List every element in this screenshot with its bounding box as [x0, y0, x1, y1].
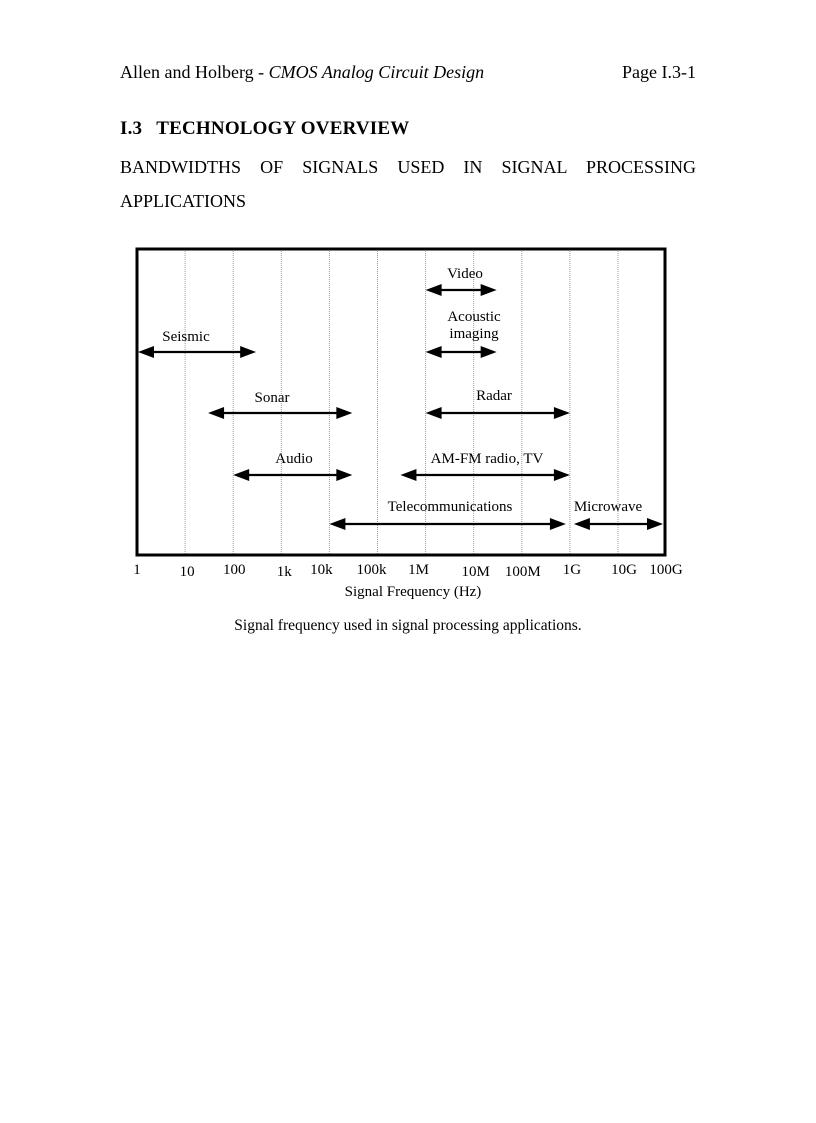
- section-title: TECHNOLOGY OVERVIEW: [156, 118, 410, 139]
- arrowhead-right: [554, 407, 570, 419]
- x-tick-label: 100k: [356, 562, 387, 578]
- x-tick-label: 10: [179, 564, 195, 580]
- header-authors: Allen and Holberg -: [120, 62, 269, 82]
- arrowhead-right: [240, 346, 256, 358]
- range-video: [426, 266, 497, 296]
- range-label: Video: [447, 266, 483, 282]
- range-telecommunications: [329, 499, 566, 530]
- arrowhead-left: [329, 518, 345, 530]
- range-label: Seismic: [162, 329, 210, 345]
- arrowhead-right: [481, 284, 497, 296]
- range-seismic: [138, 329, 256, 358]
- page-header: [120, 62, 696, 86]
- section-heading: [120, 118, 409, 140]
- x-axis-label: Signal Frequency (Hz): [344, 584, 482, 600]
- frequency-chart: [100, 240, 720, 610]
- arrowhead-left: [233, 469, 249, 481]
- x-tick-label: 10k: [310, 562, 333, 578]
- arrowhead-right: [336, 407, 352, 419]
- arrowhead-right: [481, 346, 497, 358]
- range-label: Acoustic: [447, 309, 501, 325]
- x-tick-label: 1G: [562, 562, 582, 578]
- arrowhead-right: [647, 518, 663, 530]
- frequency-chart-svg: [100, 240, 720, 610]
- range-radar: [426, 388, 570, 419]
- range-label: Radar: [476, 388, 512, 404]
- x-tick-label: 10M: [461, 564, 490, 580]
- arrowhead-left: [426, 346, 442, 358]
- x-tick-label: 100: [222, 562, 246, 578]
- header-citation: [120, 62, 484, 83]
- range-arrows: [138, 266, 663, 530]
- arrowhead-left: [208, 407, 224, 419]
- range-label: AM-FM radio, TV: [430, 451, 544, 467]
- x-tick-label: 100M: [504, 564, 541, 580]
- arrowhead-left: [138, 346, 154, 358]
- subtitle-line-2: APPLICATIONS: [120, 191, 247, 211]
- x-tick-label: 100G: [649, 562, 683, 578]
- range-label: Microwave: [573, 499, 643, 515]
- arrowhead-left: [426, 407, 442, 419]
- range-label: Telecommunications: [387, 499, 513, 515]
- arrowhead-left: [574, 518, 590, 530]
- range-label: Sonar: [254, 390, 290, 406]
- arrowhead-right: [336, 469, 352, 481]
- range-label: Audio: [275, 451, 313, 467]
- range-sonar: [208, 390, 352, 419]
- section-number: I.3: [120, 118, 143, 139]
- range-label: imaging: [449, 326, 499, 342]
- x-tick-label: 1: [133, 562, 141, 578]
- range-acoustic-imaging: [426, 309, 501, 358]
- x-tick-labels: [133, 562, 683, 580]
- x-tick-label: 1k: [276, 564, 292, 580]
- x-tick-label: 1M: [408, 562, 430, 578]
- header-book-title: CMOS Analog Circuit Design: [268, 62, 485, 82]
- subtitle-line-1: BANDWIDTHS OF SIGNALS USED IN SIGNAL PROCESSING: [120, 157, 696, 177]
- range-audio: [233, 451, 352, 481]
- figure-caption: Signal frequency used in signal processing applications.: [234, 617, 582, 634]
- arrowhead-left: [400, 469, 416, 481]
- x-tick-label: 10G: [611, 562, 637, 578]
- arrowhead-left: [426, 284, 442, 296]
- header-page-label: Page I.3-1: [622, 62, 696, 82]
- arrowhead-right: [554, 469, 570, 481]
- arrowhead-right: [550, 518, 566, 530]
